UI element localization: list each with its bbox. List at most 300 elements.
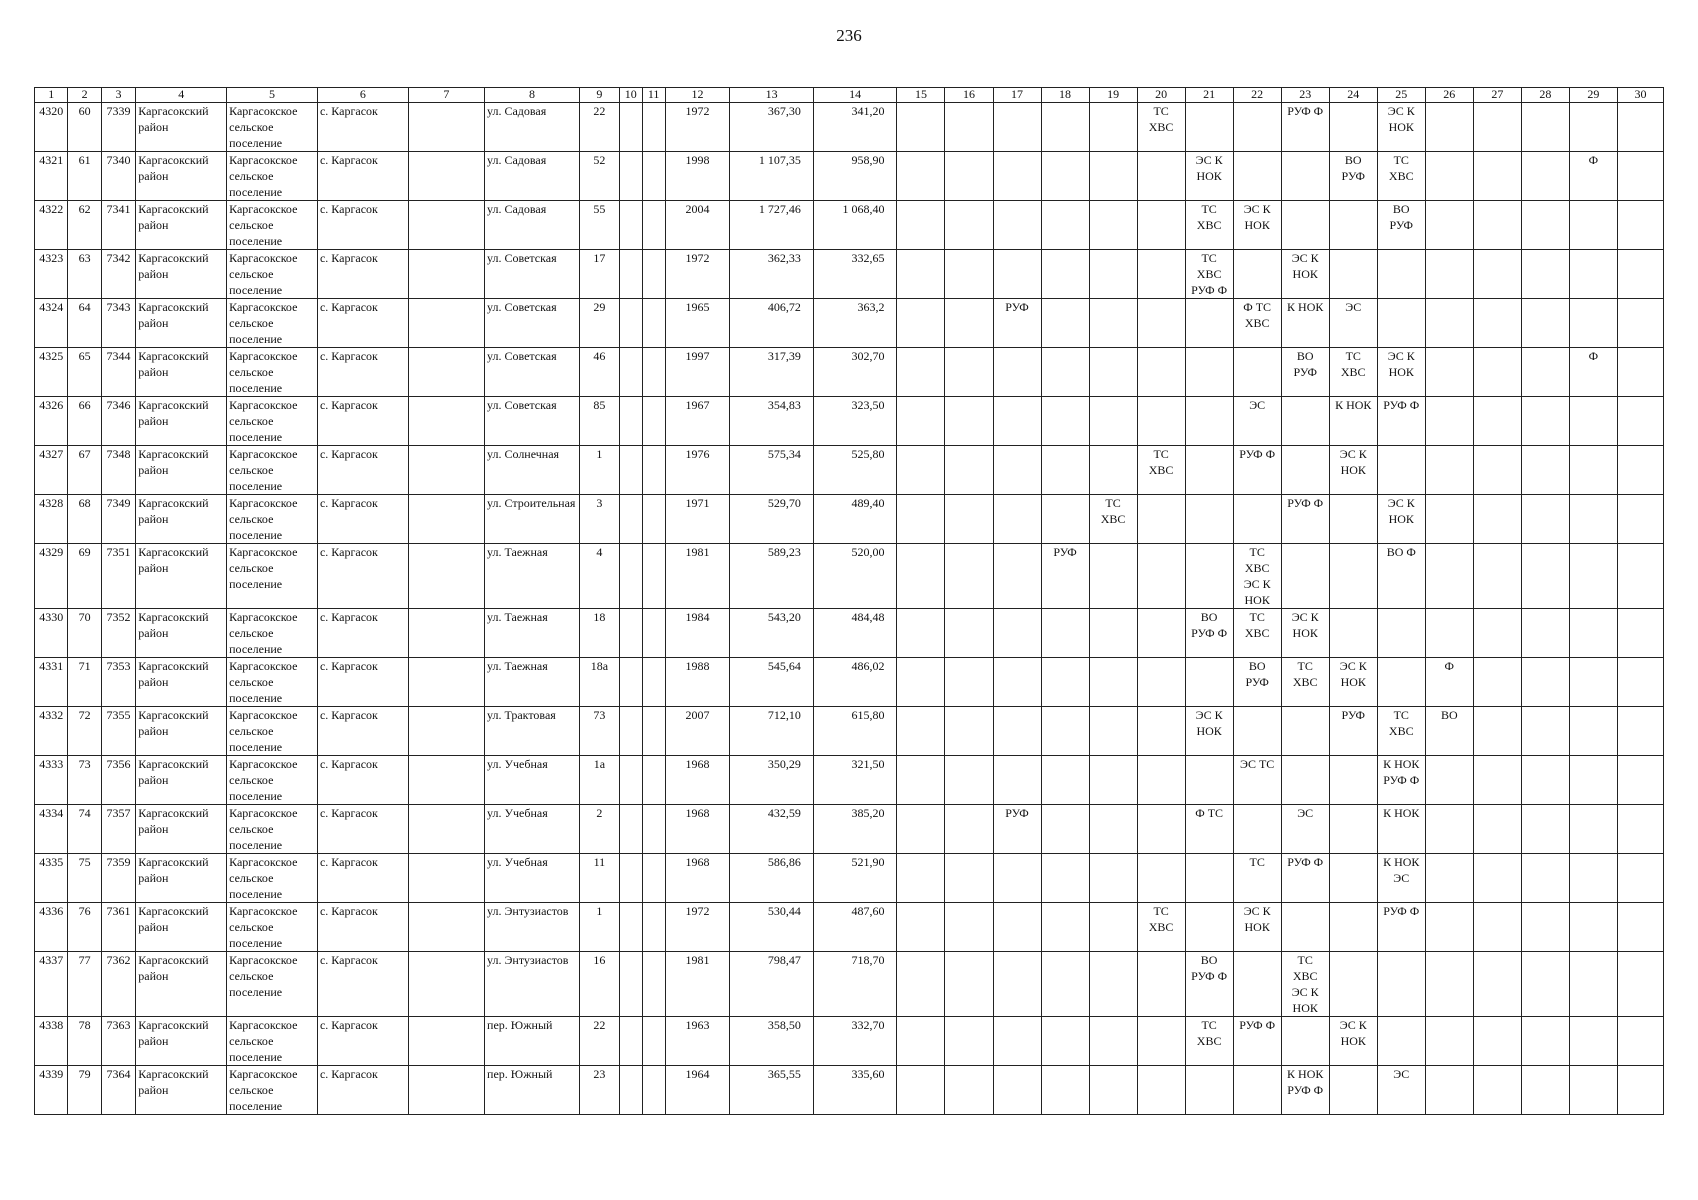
cell-col-25: ВО РУФ — [1377, 201, 1425, 250]
cell-col-3: 7352 — [101, 609, 135, 658]
cell-col-8: ул. Энтузиастов — [485, 952, 580, 1017]
cell-col-9: 52 — [580, 152, 620, 201]
cell-col-16 — [945, 544, 993, 609]
cell-col-1: 4325 — [35, 348, 68, 397]
cell-col-11 — [642, 952, 665, 1017]
cell-col-7 — [408, 952, 484, 1017]
cell-col-28 — [1521, 446, 1569, 495]
cell-col-9: 11 — [580, 854, 620, 903]
cell-col-22: ЭС — [1233, 397, 1281, 446]
cell-col-24 — [1329, 201, 1377, 250]
cell-col-29 — [1569, 103, 1617, 152]
cell-col-14: 332,70 — [813, 1017, 897, 1066]
cell-col-6: с. Каргасок — [317, 201, 408, 250]
cell-col-29 — [1569, 1066, 1617, 1115]
cell-col-8: ул. Таежная — [485, 544, 580, 609]
cell-col-14: 323,50 — [813, 397, 897, 446]
cell-col-27 — [1473, 250, 1521, 299]
cell-col-2: 76 — [68, 903, 101, 952]
cell-col-20 — [1137, 495, 1185, 544]
cell-col-15 — [897, 707, 945, 756]
column-header: 18 — [1041, 88, 1089, 103]
cell-col-27 — [1473, 103, 1521, 152]
cell-col-3: 7357 — [101, 805, 135, 854]
cell-col-3: 7361 — [101, 903, 135, 952]
cell-col-26 — [1425, 495, 1473, 544]
column-header: 8 — [485, 88, 580, 103]
cell-col-2: 68 — [68, 495, 101, 544]
cell-col-24 — [1329, 903, 1377, 952]
cell-col-14: 718,70 — [813, 952, 897, 1017]
table-row — [35, 658, 1664, 707]
cell-col-22: ЭС К НОК — [1233, 201, 1281, 250]
cell-col-16 — [945, 609, 993, 658]
cell-col-23: ВО РУФ — [1281, 348, 1329, 397]
cell-col-3: 7344 — [101, 348, 135, 397]
cell-col-26 — [1425, 544, 1473, 609]
cell-col-4: Каргасокский район — [136, 658, 227, 707]
cell-col-12: 1968 — [665, 854, 730, 903]
cell-col-4: Каргасокский район — [136, 952, 227, 1017]
cell-col-11 — [642, 201, 665, 250]
cell-col-26 — [1425, 397, 1473, 446]
cell-col-29 — [1569, 250, 1617, 299]
cell-col-12: 1981 — [665, 544, 730, 609]
cell-col-22 — [1233, 250, 1281, 299]
column-header: 10 — [619, 88, 642, 103]
cell-col-29 — [1569, 397, 1617, 446]
cell-col-8: ул. Энтузиастов — [485, 903, 580, 952]
cell-col-19 — [1089, 1066, 1137, 1115]
cell-col-2: 62 — [68, 201, 101, 250]
cell-col-1: 4337 — [35, 952, 68, 1017]
column-header: 16 — [945, 88, 993, 103]
cell-col-11 — [642, 544, 665, 609]
cell-col-26 — [1425, 952, 1473, 1017]
cell-col-9: 1 — [580, 903, 620, 952]
cell-col-1: 4323 — [35, 250, 68, 299]
cell-col-2: 65 — [68, 348, 101, 397]
cell-col-3: 7363 — [101, 1017, 135, 1066]
cell-col-6: с. Каргасок — [317, 250, 408, 299]
cell-col-2: 69 — [68, 544, 101, 609]
cell-col-29 — [1569, 1017, 1617, 1066]
column-header: 5 — [227, 88, 318, 103]
cell-col-27 — [1473, 1066, 1521, 1115]
cell-col-16 — [945, 1066, 993, 1115]
cell-col-12: 1981 — [665, 952, 730, 1017]
column-header: 6 — [317, 88, 408, 103]
cell-col-12: 1972 — [665, 250, 730, 299]
cell-col-7 — [408, 201, 484, 250]
cell-col-20 — [1137, 609, 1185, 658]
cell-col-9: 17 — [580, 250, 620, 299]
cell-col-15 — [897, 1017, 945, 1066]
cell-col-26 — [1425, 805, 1473, 854]
cell-col-15 — [897, 1066, 945, 1115]
cell-col-14: 302,70 — [813, 348, 897, 397]
cell-col-30 — [1617, 903, 1663, 952]
cell-col-4: Каргасокский район — [136, 446, 227, 495]
cell-col-23: ЭС К НОК — [1281, 250, 1329, 299]
cell-col-29 — [1569, 495, 1617, 544]
cell-col-19 — [1089, 397, 1137, 446]
cell-col-25: ВО Ф — [1377, 544, 1425, 609]
cell-col-17 — [993, 756, 1041, 805]
column-header: 26 — [1425, 88, 1473, 103]
cell-col-3: 7348 — [101, 446, 135, 495]
cell-col-11 — [642, 1017, 665, 1066]
column-header: 4 — [136, 88, 227, 103]
cell-col-18 — [1041, 201, 1089, 250]
cell-col-18 — [1041, 1066, 1089, 1115]
cell-col-4: Каргасокский район — [136, 103, 227, 152]
table-row — [35, 201, 1664, 250]
cell-col-23 — [1281, 707, 1329, 756]
cell-col-12: 1988 — [665, 658, 730, 707]
cell-col-8: ул. Учебная — [485, 805, 580, 854]
cell-col-23 — [1281, 446, 1329, 495]
table-row — [35, 707, 1664, 756]
cell-col-15 — [897, 903, 945, 952]
cell-col-21: ТС ХВС — [1185, 1017, 1233, 1066]
cell-col-28 — [1521, 903, 1569, 952]
cell-col-25 — [1377, 446, 1425, 495]
cell-col-25: К НОК РУФ Ф — [1377, 756, 1425, 805]
cell-col-7 — [408, 495, 484, 544]
cell-col-29: Ф — [1569, 348, 1617, 397]
cell-col-3: 7362 — [101, 952, 135, 1017]
cell-col-17 — [993, 348, 1041, 397]
cell-col-6: с. Каргасок — [317, 446, 408, 495]
cell-col-30 — [1617, 299, 1663, 348]
cell-col-11 — [642, 250, 665, 299]
cell-col-14: 1 068,40 — [813, 201, 897, 250]
cell-col-10 — [619, 609, 642, 658]
cell-col-29 — [1569, 446, 1617, 495]
cell-col-2: 64 — [68, 299, 101, 348]
cell-col-16 — [945, 854, 993, 903]
cell-col-25: РУФ Ф — [1377, 903, 1425, 952]
cell-col-21: ЭС К НОК — [1185, 152, 1233, 201]
cell-col-25: ТС ХВС — [1377, 152, 1425, 201]
cell-col-17: РУФ — [993, 805, 1041, 854]
cell-col-19 — [1089, 348, 1137, 397]
cell-col-11 — [642, 103, 665, 152]
cell-col-26 — [1425, 201, 1473, 250]
cell-col-1: 4329 — [35, 544, 68, 609]
cell-col-27 — [1473, 756, 1521, 805]
cell-col-9: 55 — [580, 201, 620, 250]
cell-col-26 — [1425, 152, 1473, 201]
cell-col-20 — [1137, 1066, 1185, 1115]
cell-col-21: ВО РУФ Ф — [1185, 952, 1233, 1017]
cell-col-20: ТС ХВС — [1137, 446, 1185, 495]
cell-col-12: 2007 — [665, 707, 730, 756]
cell-col-28 — [1521, 201, 1569, 250]
cell-col-2: 60 — [68, 103, 101, 152]
cell-col-11 — [642, 348, 665, 397]
cell-col-3: 7341 — [101, 201, 135, 250]
cell-col-9: 1 — [580, 446, 620, 495]
cell-col-24 — [1329, 952, 1377, 1017]
cell-col-23: РУФ Ф — [1281, 854, 1329, 903]
cell-col-4: Каргасокский район — [136, 903, 227, 952]
cell-col-1: 4336 — [35, 903, 68, 952]
cell-col-16 — [945, 952, 993, 1017]
cell-col-9: 3 — [580, 495, 620, 544]
cell-col-23: ТС ХВС ЭС К НОК — [1281, 952, 1329, 1017]
cell-col-22 — [1233, 103, 1281, 152]
cell-col-1: 4324 — [35, 299, 68, 348]
cell-col-8: ул. Строительная — [485, 495, 580, 544]
cell-col-22 — [1233, 348, 1281, 397]
cell-col-28 — [1521, 103, 1569, 152]
cell-col-15 — [897, 544, 945, 609]
cell-col-2: 78 — [68, 1017, 101, 1066]
cell-col-6: с. Каргасок — [317, 756, 408, 805]
cell-col-13: 589,23 — [730, 544, 814, 609]
cell-col-22: ТС — [1233, 854, 1281, 903]
cell-col-5: Каргасокское сельское поселение — [227, 903, 318, 952]
cell-col-28 — [1521, 250, 1569, 299]
cell-col-13: 586,86 — [730, 854, 814, 903]
table-row — [35, 250, 1664, 299]
cell-col-1: 4321 — [35, 152, 68, 201]
cell-col-24 — [1329, 609, 1377, 658]
table-row — [35, 756, 1664, 805]
cell-col-20 — [1137, 250, 1185, 299]
cell-col-1: 4335 — [35, 854, 68, 903]
cell-col-20 — [1137, 658, 1185, 707]
cell-col-5: Каргасокское сельское поселение — [227, 805, 318, 854]
cell-col-20 — [1137, 397, 1185, 446]
cell-col-28 — [1521, 348, 1569, 397]
cell-col-19 — [1089, 250, 1137, 299]
cell-col-26 — [1425, 854, 1473, 903]
cell-col-23: ЭС — [1281, 805, 1329, 854]
cell-col-13: 1 107,35 — [730, 152, 814, 201]
cell-col-14: 958,90 — [813, 152, 897, 201]
cell-col-17 — [993, 707, 1041, 756]
cell-col-30 — [1617, 103, 1663, 152]
table-row — [35, 1017, 1664, 1066]
cell-col-21 — [1185, 495, 1233, 544]
cell-col-29 — [1569, 903, 1617, 952]
cell-col-6: с. Каргасок — [317, 348, 408, 397]
cell-col-1: 4334 — [35, 805, 68, 854]
cell-col-20: ТС ХВС — [1137, 903, 1185, 952]
cell-col-17 — [993, 1017, 1041, 1066]
cell-col-17 — [993, 1066, 1041, 1115]
cell-col-9: 2 — [580, 805, 620, 854]
cell-col-10 — [619, 952, 642, 1017]
cell-col-13: 529,70 — [730, 495, 814, 544]
cell-col-8: ул. Трактовая — [485, 707, 580, 756]
cell-col-9: 16 — [580, 952, 620, 1017]
cell-col-10 — [619, 854, 642, 903]
column-header: 27 — [1473, 88, 1521, 103]
cell-col-9: 18а — [580, 658, 620, 707]
cell-col-6: с. Каргасок — [317, 299, 408, 348]
cell-col-17 — [993, 952, 1041, 1017]
cell-col-7 — [408, 756, 484, 805]
cell-col-19 — [1089, 299, 1137, 348]
cell-col-25 — [1377, 1017, 1425, 1066]
cell-col-30 — [1617, 446, 1663, 495]
cell-col-13: 543,20 — [730, 609, 814, 658]
cell-col-22: Ф ТС ХВС — [1233, 299, 1281, 348]
cell-col-26 — [1425, 1066, 1473, 1115]
column-header: 7 — [408, 88, 484, 103]
cell-col-10 — [619, 756, 642, 805]
cell-col-23: РУФ Ф — [1281, 495, 1329, 544]
cell-col-27 — [1473, 446, 1521, 495]
cell-col-9: 18 — [580, 609, 620, 658]
cell-col-5: Каргасокское сельское поселение — [227, 609, 318, 658]
cell-col-14: 335,60 — [813, 1066, 897, 1115]
cell-col-3: 7351 — [101, 544, 135, 609]
cell-col-14: 487,60 — [813, 903, 897, 952]
cell-col-17 — [993, 544, 1041, 609]
cell-col-13: 712,10 — [730, 707, 814, 756]
cell-col-19 — [1089, 609, 1137, 658]
cell-col-30 — [1617, 952, 1663, 1017]
cell-col-30 — [1617, 250, 1663, 299]
cell-col-6: с. Каргасок — [317, 609, 408, 658]
cell-col-28 — [1521, 152, 1569, 201]
cell-col-28 — [1521, 805, 1569, 854]
table-row — [35, 495, 1664, 544]
cell-col-17 — [993, 152, 1041, 201]
cell-col-15 — [897, 103, 945, 152]
table-row — [35, 1066, 1664, 1115]
cell-col-6: с. Каргасок — [317, 544, 408, 609]
cell-col-20 — [1137, 348, 1185, 397]
cell-col-16 — [945, 658, 993, 707]
column-header: 30 — [1617, 88, 1663, 103]
cell-col-2: 77 — [68, 952, 101, 1017]
column-header: 2 — [68, 88, 101, 103]
cell-col-17 — [993, 495, 1041, 544]
cell-col-20 — [1137, 952, 1185, 1017]
cell-col-7 — [408, 299, 484, 348]
cell-col-19 — [1089, 446, 1137, 495]
cell-col-14: 332,65 — [813, 250, 897, 299]
cell-col-12: 1963 — [665, 1017, 730, 1066]
cell-col-11 — [642, 495, 665, 544]
cell-col-16 — [945, 446, 993, 495]
cell-col-19 — [1089, 544, 1137, 609]
cell-col-13: 358,50 — [730, 1017, 814, 1066]
cell-col-7 — [408, 707, 484, 756]
cell-col-17 — [993, 397, 1041, 446]
cell-col-23 — [1281, 152, 1329, 201]
cell-col-18 — [1041, 103, 1089, 152]
cell-col-1: 4339 — [35, 1066, 68, 1115]
cell-col-30 — [1617, 805, 1663, 854]
table-row — [35, 348, 1664, 397]
table-row — [35, 103, 1664, 152]
cell-col-7 — [408, 854, 484, 903]
cell-col-6: с. Каргасок — [317, 805, 408, 854]
cell-col-18 — [1041, 805, 1089, 854]
cell-col-15 — [897, 201, 945, 250]
cell-col-8: ул. Солнечная — [485, 446, 580, 495]
cell-col-7 — [408, 544, 484, 609]
cell-col-18 — [1041, 397, 1089, 446]
cell-col-20 — [1137, 152, 1185, 201]
cell-col-7 — [408, 103, 484, 152]
cell-col-27 — [1473, 201, 1521, 250]
cell-col-22 — [1233, 1066, 1281, 1115]
cell-col-1: 4338 — [35, 1017, 68, 1066]
cell-col-5: Каргасокское сельское поселение — [227, 1017, 318, 1066]
cell-col-28 — [1521, 544, 1569, 609]
cell-col-6: с. Каргасок — [317, 103, 408, 152]
cell-col-27 — [1473, 348, 1521, 397]
cell-col-4: Каргасокский район — [136, 250, 227, 299]
cell-col-18 — [1041, 446, 1089, 495]
column-header: 22 — [1233, 88, 1281, 103]
cell-col-23 — [1281, 756, 1329, 805]
cell-col-16 — [945, 756, 993, 805]
cell-col-4: Каргасокский район — [136, 152, 227, 201]
cell-col-15 — [897, 952, 945, 1017]
column-number-row — [35, 88, 1664, 103]
table-row — [35, 609, 1664, 658]
cell-col-4: Каргасокский район — [136, 1017, 227, 1066]
cell-col-8: ул. Таежная — [485, 658, 580, 707]
column-header: 1 — [35, 88, 68, 103]
cell-col-29: Ф — [1569, 152, 1617, 201]
cell-col-12: 1972 — [665, 903, 730, 952]
cell-col-29 — [1569, 609, 1617, 658]
cell-col-24: ТС ХВС — [1329, 348, 1377, 397]
cell-col-19 — [1089, 903, 1137, 952]
cell-col-10 — [619, 348, 642, 397]
cell-col-30 — [1617, 544, 1663, 609]
cell-col-18 — [1041, 756, 1089, 805]
cell-col-11 — [642, 854, 665, 903]
cell-col-5: Каргасокское сельское поселение — [227, 544, 318, 609]
cell-col-28 — [1521, 609, 1569, 658]
cell-col-5: Каргасокское сельское поселение — [227, 201, 318, 250]
cell-col-9: 22 — [580, 1017, 620, 1066]
cell-col-30 — [1617, 609, 1663, 658]
cell-col-2: 71 — [68, 658, 101, 707]
cell-col-29 — [1569, 658, 1617, 707]
cell-col-27 — [1473, 609, 1521, 658]
cell-col-28 — [1521, 707, 1569, 756]
cell-col-5: Каргасокское сельское поселение — [227, 658, 318, 707]
cell-col-2: 61 — [68, 152, 101, 201]
cell-col-26 — [1425, 903, 1473, 952]
cell-col-2: 73 — [68, 756, 101, 805]
cell-col-12: 1971 — [665, 495, 730, 544]
cell-col-15 — [897, 446, 945, 495]
cell-col-10 — [619, 495, 642, 544]
cell-col-3: 7346 — [101, 397, 135, 446]
cell-col-25: ЭС К НОК — [1377, 348, 1425, 397]
cell-col-14: 489,40 — [813, 495, 897, 544]
cell-col-11 — [642, 609, 665, 658]
cell-col-15 — [897, 756, 945, 805]
cell-col-3: 7340 — [101, 152, 135, 201]
cell-col-18 — [1041, 658, 1089, 707]
cell-col-13: 350,29 — [730, 756, 814, 805]
cell-col-26 — [1425, 250, 1473, 299]
